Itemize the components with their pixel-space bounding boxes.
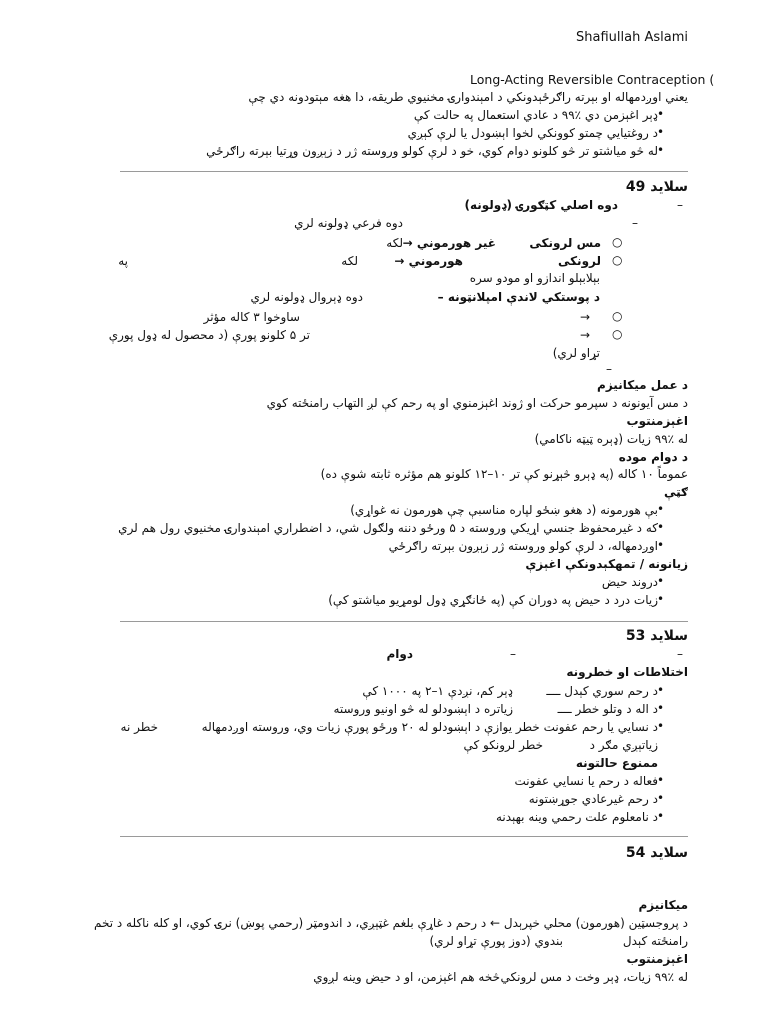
text-line: مس لرونکی <box>529 236 601 250</box>
circle-bullet-icon: ○ <box>612 235 623 249</box>
list-item: د نامعلوم علت رحمي وینه بهېدنه <box>495 810 658 824</box>
text-line: عموماً ۱۰ کاله (په ډېرو څېړنو کې تر ۱۰–۱۲ کلونو هم مؤثره ثابته شوې ده) <box>320 467 688 481</box>
dash: – <box>510 647 516 661</box>
text-line: څخه هم اغېزمن، او د حیض وینه لږوي <box>313 970 500 984</box>
list-item: د نسایي یا رحم عفونت خطر یوازې د اېښودلو له ۲۰ ورځو پورې زیات وي، وروسته اوږدمهاله <box>201 720 658 734</box>
bullet-icon: • <box>657 719 665 733</box>
text-line: غیر هورموني → <box>402 236 496 250</box>
text-line: دوه ډېروال ډولونه لري <box>250 290 363 304</box>
text-line: لکه <box>341 254 358 268</box>
bullet-icon: • <box>657 574 665 588</box>
bullet-icon: • <box>657 125 665 139</box>
bullet-icon: • <box>657 701 665 715</box>
list-item: له څو میاشتو تر څو کلونو دوام کوي، خو د لرې کولو وروسته ژر د زېږون وړتیا بېرته راګرځي <box>206 144 658 158</box>
section-heading: زیانونه / تمهکېدونکې اغېزې <box>525 557 688 571</box>
section-heading: د عمل میکانیزم <box>597 378 688 392</box>
bullet-icon: • <box>657 143 665 157</box>
list-item: ډېر کم، نږدې ۱–۲ په ۱۰۰۰ کې <box>362 684 513 698</box>
text-line: دوام <box>386 647 413 661</box>
bullet-icon: • <box>657 592 665 606</box>
text-line: د پروجسټین (هورمون) محلي خپرېدل ← د رحم د غاړې بلغم غټېږي، د اندومټر (رحمي پوښ) نرۍ کوي، او کله ناکله د تخم <box>94 916 688 930</box>
circle-bullet-icon: ○ <box>612 327 623 341</box>
list-item: د روغتیایي چمتو کوونکي لخوا اېښودل یا لرې کېږي <box>407 126 658 140</box>
text-line: ساوخوا ۳ کاله مؤثر <box>203 310 300 324</box>
bullet-icon: • <box>657 791 665 805</box>
arrow-icon: → <box>580 310 591 324</box>
text-line: بندوي (دوز پورې تړاو لري) <box>429 934 563 948</box>
lar-title: Long-Acting Reversible Contraception ( <box>470 72 715 87</box>
divider <box>120 621 688 622</box>
text-line: لرونکی <box>557 254 601 268</box>
list-item: زیات درد د حیض په دوران کې (په ځانګړي ډول لومړیو میاشتو کې) <box>328 593 658 607</box>
circle-bullet-icon: ○ <box>612 309 623 323</box>
section-heading: دوه اصلي کټګورۍ (ډولونه) <box>464 198 618 212</box>
slide-53-heading: سلاید 53 <box>625 628 688 644</box>
list-item: زیاتره د اېښودلو له څو اونیو وروسته <box>333 702 513 716</box>
slide-49-heading: سلاید 49 <box>625 179 688 195</box>
section-heading: اغېزمنتوب <box>626 952 688 966</box>
text-line: بېلابېلو اندازو او مودو سره <box>469 271 600 285</box>
lar-intro: یعني اوږدمهاله او بېرته راګرځېدونکي د امېندوارۍ مخنیوي طریقه، دا هغه مېتودونه دي چې <box>248 90 688 104</box>
bullet-icon: • <box>657 107 665 121</box>
circle-bullet-icon: ○ <box>612 253 623 267</box>
list-item: د رحم غیرعادي جوړښتونه <box>528 792 658 806</box>
section-heading: د دوام موده <box>618 450 688 464</box>
text-line: له ٪۹۹ زیات، ډېر وخت د مس لرونکي <box>500 970 688 984</box>
list-item: د رحم سوري کېدل ــــ <box>546 684 658 698</box>
bullet-icon: • <box>657 502 665 516</box>
text-line: هورموني → <box>394 254 463 268</box>
text-line: له ٪۹۹ زیات (ډېره ټیټه ناکامي) <box>534 432 688 446</box>
arrow-icon: → <box>580 328 591 342</box>
section-heading: اغېزمنتوب <box>626 414 688 428</box>
list-item: اوږدمهاله، د لرې کولو وروسته ژر زېږون بېرته راګرځي <box>388 539 658 553</box>
divider <box>120 171 688 172</box>
text-line: لکه <box>386 236 403 250</box>
list-item: ډېر اغېزمن دي ٪۹۹ د عادي استعمال په حالت کې <box>413 108 658 122</box>
dash: – <box>606 362 612 376</box>
author-name: Shafiullah Aslami <box>576 30 688 45</box>
text-line: دوه فرعي ډولونه لري <box>294 216 403 230</box>
bullet-icon: • <box>657 773 665 787</box>
bullet-icon: • <box>657 809 665 823</box>
bullet-icon: • <box>657 538 665 552</box>
list-item: دروند حیض <box>601 575 658 589</box>
list-item: خطر لرونکو کې <box>463 738 543 752</box>
divider <box>120 836 688 837</box>
dash: – <box>632 216 638 230</box>
text-line: تړاو لري) <box>552 346 600 360</box>
section-heading: ممنوع حالتونه <box>575 756 658 770</box>
list-item: بې هورمونه (د هغو ښځو لپاره مناسبې چې هورمون نه غواړي) <box>350 503 658 517</box>
section-heading: میکانیزم <box>638 898 688 912</box>
text-line: رامنځته کېدل <box>622 934 688 948</box>
list-item: زیاتېږي مګر د <box>589 738 658 752</box>
list-item: خطر نه <box>120 720 158 734</box>
dash: – <box>677 198 683 212</box>
bullet-icon: • <box>657 520 665 534</box>
list-item: فعاله د رحم یا نسایي عفونت <box>514 774 658 788</box>
text-line: په <box>118 254 128 268</box>
text-line: د مس آیونونه د سپرمو حرکت او ژوند اغېزمنوي او په رحم کې لږ التهاب رامنځته کوي <box>266 396 688 410</box>
section-heading: اختلاطات او خطرونه <box>566 665 688 679</box>
section-heading: ګټې <box>663 485 688 499</box>
bullet-icon: • <box>657 683 665 697</box>
text-line: د پوستکي لاندې امپلانټونه – <box>437 290 600 304</box>
slide-54-heading: سلاید 54 <box>625 845 688 861</box>
text-line: تر ۵ کلونو پورې (د محصول له ډول پورې <box>108 328 310 342</box>
list-item: که د غیرمحفوظ جنسي اړیکي وروسته د ۵ ورځو دننه ولګول شي، د اضطراري امېندوارۍ مخنیوي رول هم لري <box>118 521 658 535</box>
dash: – <box>677 647 683 661</box>
list-item: د اله د وتلو خطر ــــ <box>557 702 658 716</box>
